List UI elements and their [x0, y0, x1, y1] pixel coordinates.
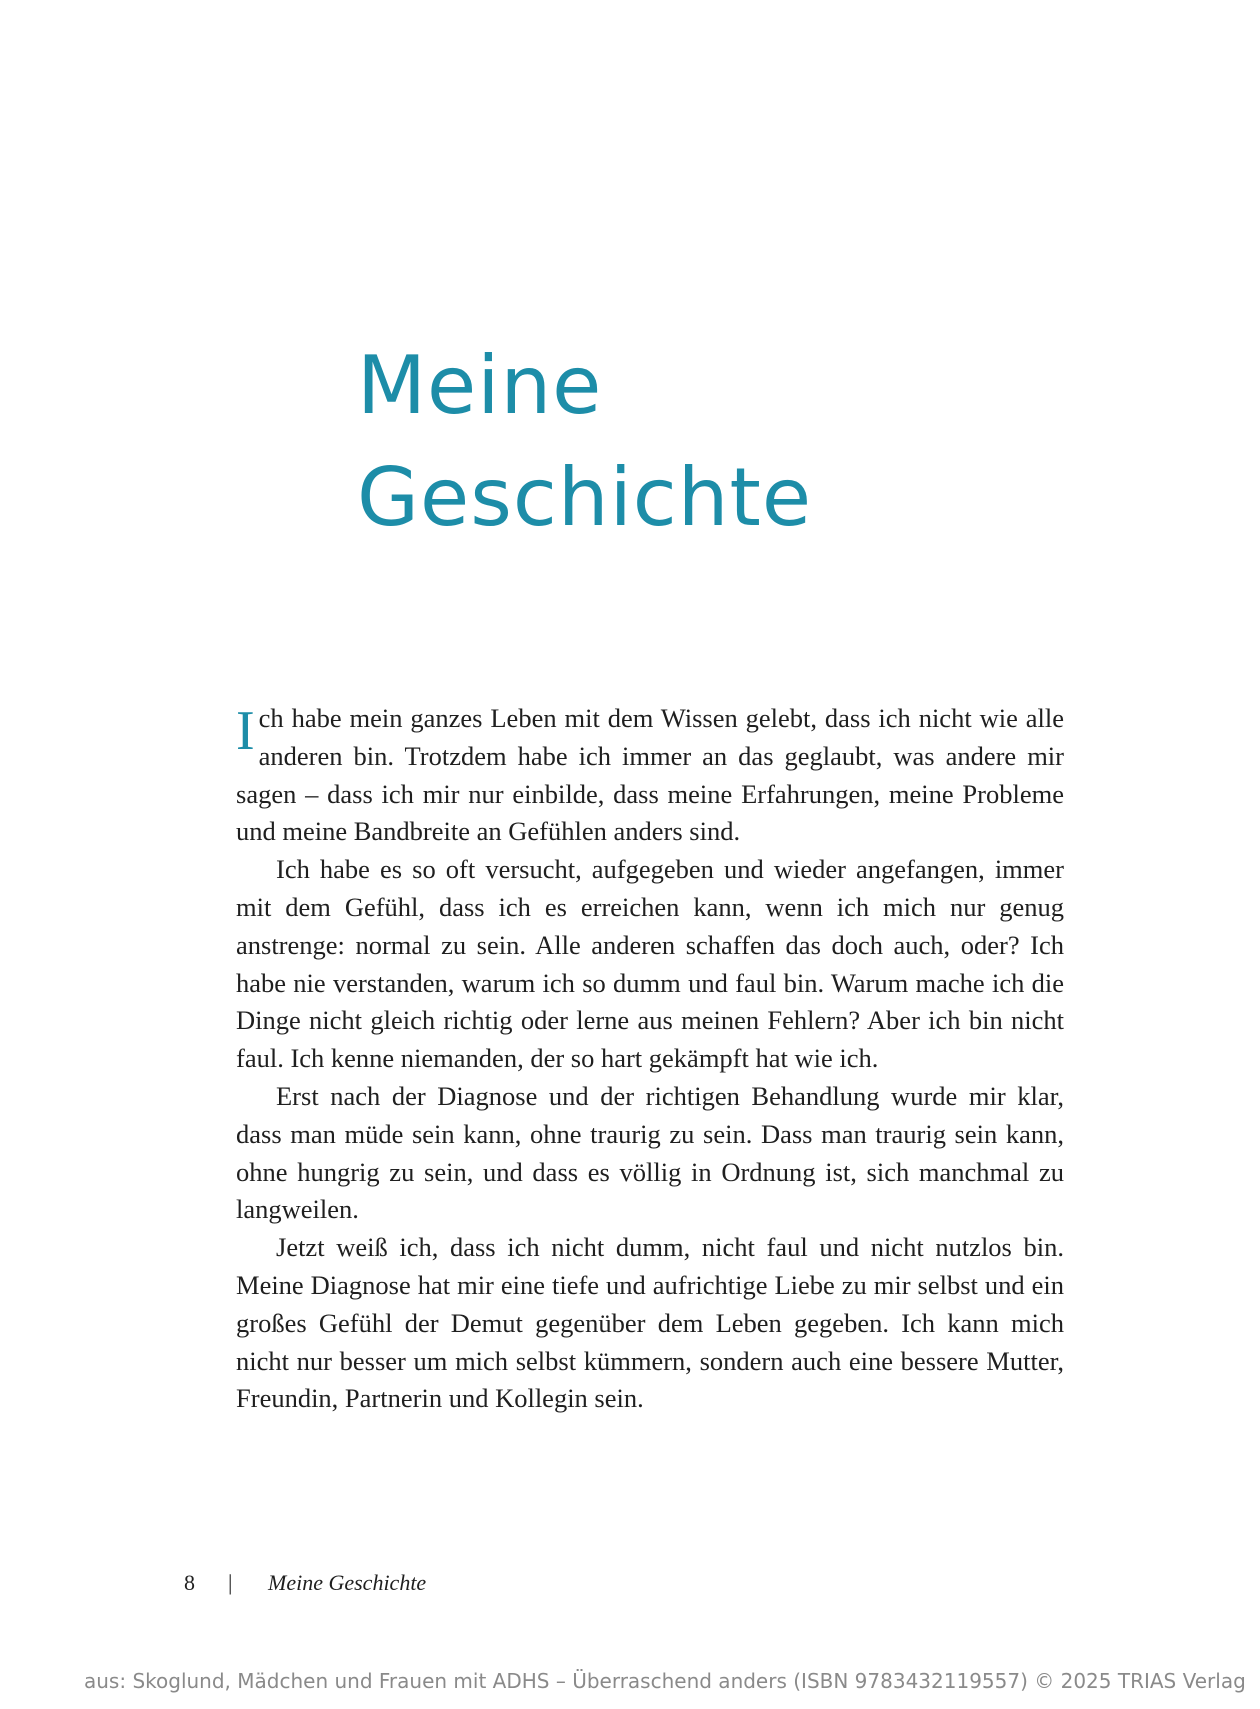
- chapter-title-line-1: Meine: [357, 339, 603, 432]
- source-credit: aus: Skoglund, Mädchen und Frauen mit ADHS – Überraschend anders (ISBN 9783432119557) © 2025 TRIAS Verlag: [84, 1669, 1246, 1693]
- chapter-title: [357, 330, 812, 554]
- body-text: [236, 700, 1064, 1418]
- page-number: 8: [184, 1570, 195, 1595]
- chapter-title-line-2: Geschichte: [357, 451, 813, 544]
- paragraph-1-text: ch habe mein ganzes Leben mit dem Wissen gelebt, dass ich nicht wie alle anderen bin. Trotzdem habe ich immer an das geglaubt, was andere mir sagen – dass ich mir nur einbilde, dass meine Erfahrungen, meine Probleme und meine Bandbreite an Gefühlen anders sind.: [236, 703, 1064, 847]
- paragraph-3: Erst nach der Diagnose und der richtigen Behandlung wurde mir klar, dass man müde sein kann, ohne traurig zu sein. Dass man traurig sein kann, ohne hungrig zu sein, und dass es völlig in Ordnung ist, sich manchmal zu langweilen.: [236, 1080, 1064, 1225]
- footer-separator: |: [228, 1570, 233, 1595]
- running-head: Meine Geschichte: [268, 1570, 427, 1595]
- paragraph-1: [236, 700, 1064, 851]
- paragraph-2: Ich habe es so oft versucht, aufgegeben und wieder angefangen, immer mit dem Gefühl, dass ich es erreichen kann, wenn ich mich nur genug anstrenge: normal zu sein. Alle anderen schaffen das doch auch, oder? Ich habe nie verstanden, warum ich so dumm und faul bin. Warum mache ich die Dinge nicht gleich richtig oder lerne aus meinen Fehlern? Aber ich bin nicht faul. Ich kenne niemanden, der so hart gekämpft hat wie ich.: [236, 854, 1064, 1074]
- drop-cap: I: [236, 700, 255, 762]
- page-footer: [184, 1568, 426, 1598]
- paragraph-4: Jetzt weiß ich, dass ich nicht dumm, nicht faul und nicht nutzlos bin. Meine Diagnose hat mir eine tiefe und aufrichtige Liebe zu mir selbst und ein großes Gefühl der Demut gegenüber dem Leben gegeben. Ich kann mich nicht nur besser um mich selbst kümmern, sondern auch eine bessere Mutter, Freundin, Partnerin und Kollegin sein.: [236, 1232, 1064, 1414]
